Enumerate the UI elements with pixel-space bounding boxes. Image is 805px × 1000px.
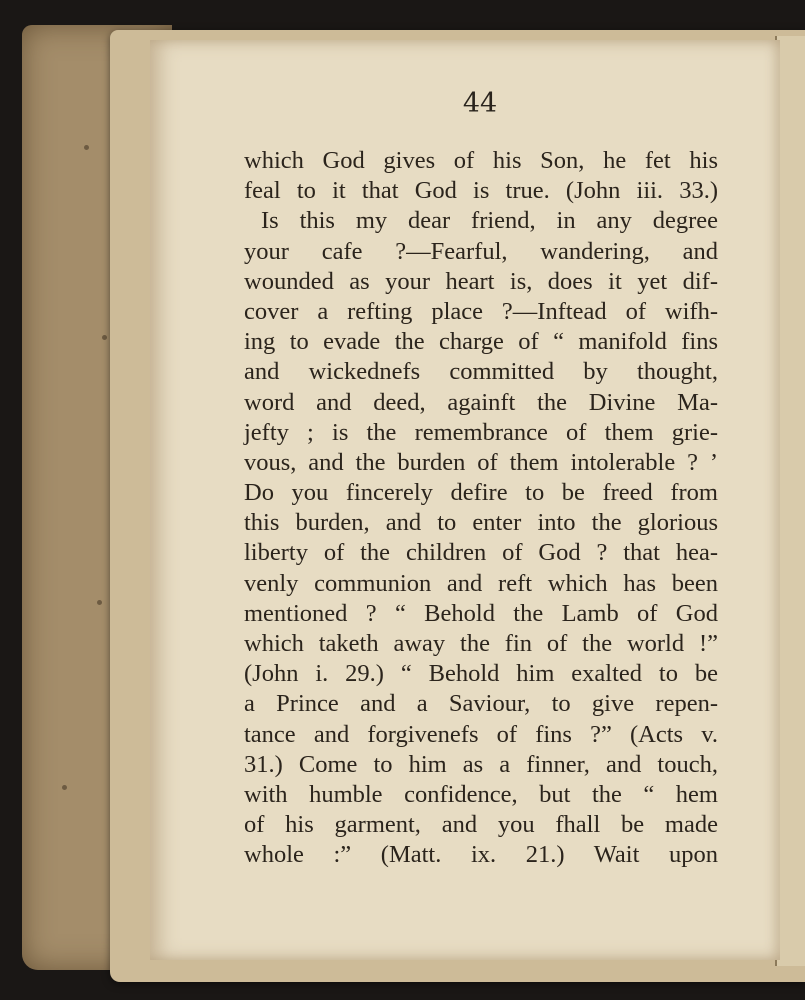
text-line: a Prince and a Saviour, to give repen- [244, 690, 718, 718]
text-line: vous, and the burden of them intolerable ? ’ [244, 448, 718, 476]
text-line: your cafe ?—Fearful, wandering, and [244, 237, 718, 265]
text-line: and wickednefs committed by thought, [244, 358, 718, 386]
page-number: 44 [462, 88, 498, 119]
text-line: liberty of the children of God ? that hea- [244, 539, 718, 567]
text-line: Do you fincerely defire to be freed from [244, 479, 718, 507]
text-line: jefty ; is the remembrance of them grie- [244, 418, 718, 446]
text-line: whole :” (Matt. ix. 21.) Wait upon [244, 841, 718, 869]
text-line: feal to it that God is true. (John iii. 33.) [244, 177, 718, 205]
text-line: tance and forgivenefs of fins ?” (Acts v. [244, 720, 718, 748]
cover-speck [62, 785, 67, 790]
text-line: of his garment, and you fhall be made [244, 811, 718, 839]
text-line: wounded as your heart is, does it yet dif- [244, 267, 718, 295]
text-line: mentioned ? “ Behold the Lamb of God [244, 599, 718, 627]
text-line: which God gives of his Son, he fet his [244, 147, 718, 174]
text-line: Is this my dear friend, in any degree [261, 207, 718, 235]
text-line: word and deed, againft the Divine Ma- [244, 388, 718, 416]
text-line: which taketh away the fin of the world !” [244, 630, 718, 657]
page-text [244, 146, 718, 871]
text-line: ing to evade the charge of “ manifold fins [244, 328, 718, 356]
text-line: venly communion and reft which has been [244, 569, 718, 597]
text-line: 31.) Come to him as a finner, and touch, [244, 750, 718, 778]
text-line: cover a refting place ?—Inftead of wifh- [244, 297, 718, 325]
text-line: (John i. 29.) “ Behold him exalted to be [244, 660, 718, 688]
cover-speck [97, 600, 102, 605]
text-line: this burden, and to enter into the glorious [244, 509, 718, 537]
text-line: with humble confidence, but the “ hem [244, 780, 718, 808]
cover-speck [84, 145, 89, 150]
cover-speck [102, 335, 107, 340]
